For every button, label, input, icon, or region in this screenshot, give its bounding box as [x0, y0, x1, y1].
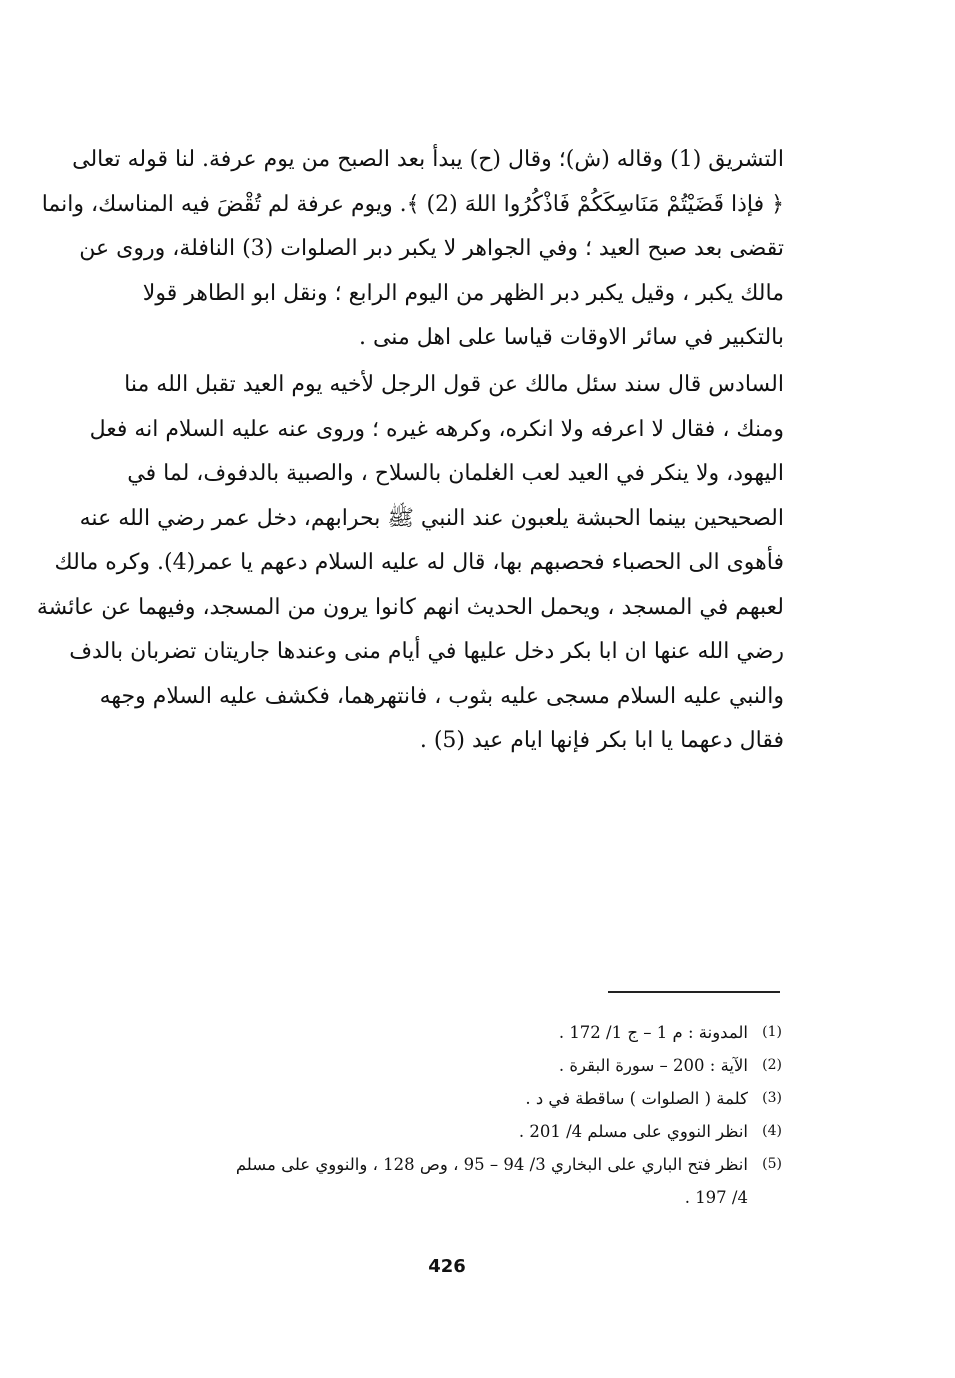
text-line: مالك يكبر ، وقيل يكبر دبر الظهر من اليوم الرابع ؛ ونقل ابو الطاهر قولا — [142, 280, 784, 306]
footnote-text: انظر النووي على مسلم 4/ 201 . — [518, 1122, 748, 1141]
text-line: ومنك ، فقال لا اعرفه ولا انكره، وكرهه غيره ؛ وروى عنه عليه السلام انه فعل — [89, 416, 784, 442]
text-line: بالتكبير في سائر الاوقات قياسا على اهل منى . — [358, 325, 784, 350]
text-line: والنبي عليه السلام مسجى عليه بثوب ، فانتهرهما، فكشف عليه السلام وجهه — [99, 683, 784, 709]
footnote-continuation: 4/ 197 . — [684, 1188, 748, 1207]
footnote-text: المدونة : م 1 – ج 1/ 172 . — [558, 1023, 748, 1042]
footnote-text: انظر فتح الباري على البخاري 3/ 94 – 95 ، وص 128 ، والنووي على مسلم — [235, 1155, 748, 1174]
text-line: تقضى بعد صبح العيد ؛ وفي الجواهر لا يكبر دبر الصلوات (3) النافلة، وروى عن — [79, 236, 784, 261]
footnote-number: (2) — [762, 1057, 782, 1073]
footnote-item — [120, 1148, 782, 1181]
text-line: فقال دعهما يا ابا بكر فإنها ايام عيد (5) . — [419, 728, 784, 753]
footnote-item — [120, 1082, 782, 1115]
text-line: الصحيحين بينما الحبشة يلعبون عند النبي ﷺ بحرابهم، دخل عمر رضي الله عنه — [79, 505, 784, 531]
footnote-text: كلمة ( الصلوات ) ساقطة في د . — [525, 1089, 748, 1108]
footnote-number: (5) — [762, 1156, 782, 1172]
footnote-text: الآية : 200 – سورة البقرة . — [558, 1056, 748, 1075]
text-line: اليهود، ولا ينكر في العيد لعب الغلمان بالسلاح ، والصبية بالدفوف، لما في — [127, 461, 784, 486]
text-line: ﴿ فإذا قَضَيْتُمْ مَنَاسِكَكُمْ فَاذْكُرُوا اللهَ (2) ﴾. ويوم عرفة لم تُقْضَ فيه المناسك، وانما — [41, 191, 784, 217]
page-number: 426 — [428, 1256, 466, 1277]
footnote-number: (3) — [762, 1090, 782, 1106]
text-line: فأهوى الى الحصباء فحصبهم بها، قال له عليه السلام دعهم يا عمر(4). وكره مالك — [54, 550, 784, 575]
text-line: السادس قال سند سئل مالك عن قول الرجل لأخيه يوم العيد تقبل الله منا — [124, 372, 784, 397]
footnote-item — [120, 1115, 782, 1148]
footnote-number: (1) — [762, 1024, 782, 1040]
text-line: التشريق (1) وقاله (ش)؛ وقال (ح) يبدأ بعد الصبح من يوم عرفة. لنا قوله تعالى — [72, 147, 784, 172]
footnote-divider — [608, 991, 780, 993]
paragraph-1 — [41, 138, 784, 361]
footnote-number: (4) — [762, 1123, 782, 1139]
text-line: رضي الله عنها ان ابا بكر دخل عليها في أيام منى وعندها جاريتان تضربان بالدف — [69, 639, 784, 664]
footnotes — [120, 1016, 782, 1214]
paragraph-2 — [36, 363, 784, 764]
text-line: لعبهم في المسجد ، ويحمل الحديث انهم كانوا يرون من المسجد، وفيهما عن عائشة — [36, 594, 784, 620]
footnote-item — [120, 1016, 782, 1049]
footnote-item — [120, 1049, 782, 1082]
